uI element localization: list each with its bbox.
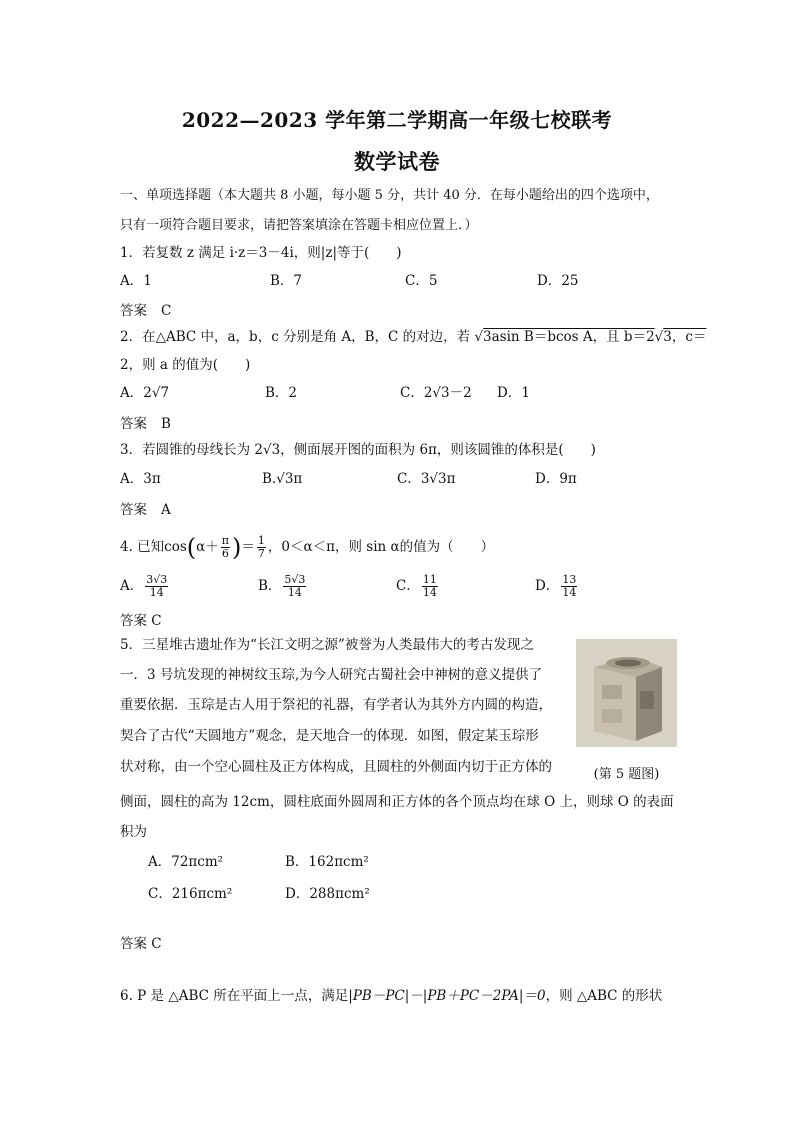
q4-option-b: B． $\frac{5√3}{14}$ — [258, 573, 306, 599]
answer-value: B — [161, 416, 171, 432]
q5-option-c: C．216πcm² — [148, 886, 233, 902]
section-instruction-line1: 一、单项选择题（本大题共 8 小题，每小题 5 分，共计 40 分．在每小题给出的四个选项中， — [120, 188, 659, 203]
exam-title: 2022—2023 学年第二学期高一年级七校联考 — [181, 108, 613, 132]
answer-value: C — [161, 303, 172, 319]
q2-stem-line1: 2．在△ABC 中，a，b，c 分别是角 A，B，C 的对边，若 √3asin B＝bcos A，且 b＝2√3，c＝ — [120, 329, 707, 345]
q5-answer: 答案 C — [120, 936, 162, 952]
q4-option-a: A． $\frac{3√3}{14}$ — [120, 573, 168, 599]
q5-line-2: 一．3 号坑发现的神树纹玉琮,为今人研究古蜀社会中神树的意义提供了 — [120, 667, 543, 683]
q5-line-1: 5．三星堆古遗址作为“长江文明之源”被誉为人类最伟大的考古发现之 — [120, 637, 534, 653]
q5-line-5: 状对称，由一个空心圆柱及正方体构成，且圆柱的外侧面内切于正方体的 — [120, 759, 552, 775]
answer-label: 答案 — [120, 416, 147, 432]
q6-vector-expression: |PB－PC|－|PB＋PC－2PA|＝0 — [348, 988, 546, 1004]
q2-option-d: D．1 — [497, 385, 530, 401]
q2-answer — [120, 412, 171, 432]
q5-line-7: 积为 — [120, 824, 147, 840]
q5-line-3: 重要依据．玉琮是古人用于祭祀的礼器，有学者认为其外方内圆的构造， — [120, 697, 552, 713]
q4-option-c: C． $\frac{11}{14}$ — [396, 573, 437, 599]
q3-option-d: D．9π — [535, 471, 577, 487]
q2-option-a: A．2√7 — [120, 385, 170, 401]
answer-value: A — [161, 502, 171, 518]
q4-answer: 答案 C — [120, 613, 162, 629]
answer-label: 答案 — [120, 502, 147, 518]
q2-option-c: C．2√3－2 — [400, 385, 472, 401]
q5-line-4: 契合了古代“天圆地方”观念，是天地合一的体现．如图，假定某玉琮形 — [120, 728, 539, 744]
q5-line-6: 侧面，圆柱的高为 12cm，圆柱底面外圆周和正方体的各个顶点均在球 O 上，则球 O 的表面 — [120, 794, 674, 810]
q3-answer — [120, 498, 171, 518]
q2-option-b: B．2 — [265, 385, 298, 401]
section-instruction-line2: 只有一项符合题目要求，请把答案填涂在答题卡相应位置上．） — [120, 218, 478, 233]
q1-option-d: D．25 — [537, 273, 579, 289]
q4-stem: 4. 已知cos(α＋ $\frac{\pi}{6}$ )＝ $\frac{1}{7}$ ，0＜α＜π，则 sin α的值为（ ） — [120, 533, 495, 562]
q1-stem: 1．若复数 z 满足 i·z＝3－4i，则|z|等于( ) — [120, 245, 402, 261]
jade-cong-image — [576, 639, 677, 747]
q1-option-c: C．5 — [405, 273, 438, 289]
jade-cong-figure — [576, 639, 677, 747]
exam-subtitle: 数学试卷 — [354, 149, 440, 174]
q5-option-b: B．162πcm² — [285, 854, 369, 870]
q5-option-a: A．72πcm² — [148, 854, 224, 870]
q3-option-c: C．3√3π — [397, 471, 456, 487]
q5-option-d: D．288πcm² — [285, 886, 370, 902]
q1-option-a: A．1 — [120, 273, 152, 289]
q6-stem: 6. P 是 △ABC 所在平面上一点，满足|PB－PC|－|PB＋PC－2PA|＝0，则 △ABC 的形状 — [120, 988, 663, 1004]
q2-stem-line2: 2，则 a 的值为( ) — [120, 357, 251, 373]
q3-stem: 3．若圆锥的母线长为 2√3，侧面展开图的面积为 6π，则该圆锥的体积是( ) — [120, 442, 596, 458]
q3-option-b: B.√3π — [262, 471, 303, 487]
q1-option-b: B．7 — [270, 273, 303, 289]
q3-option-a: A．3π — [120, 471, 161, 487]
figure-caption: (第 5 题图) — [593, 767, 660, 782]
q4-option-d: D． $\frac{13}{14}$ — [535, 573, 577, 599]
answer-label: 答案 — [120, 303, 147, 319]
q1-answer — [120, 299, 171, 319]
